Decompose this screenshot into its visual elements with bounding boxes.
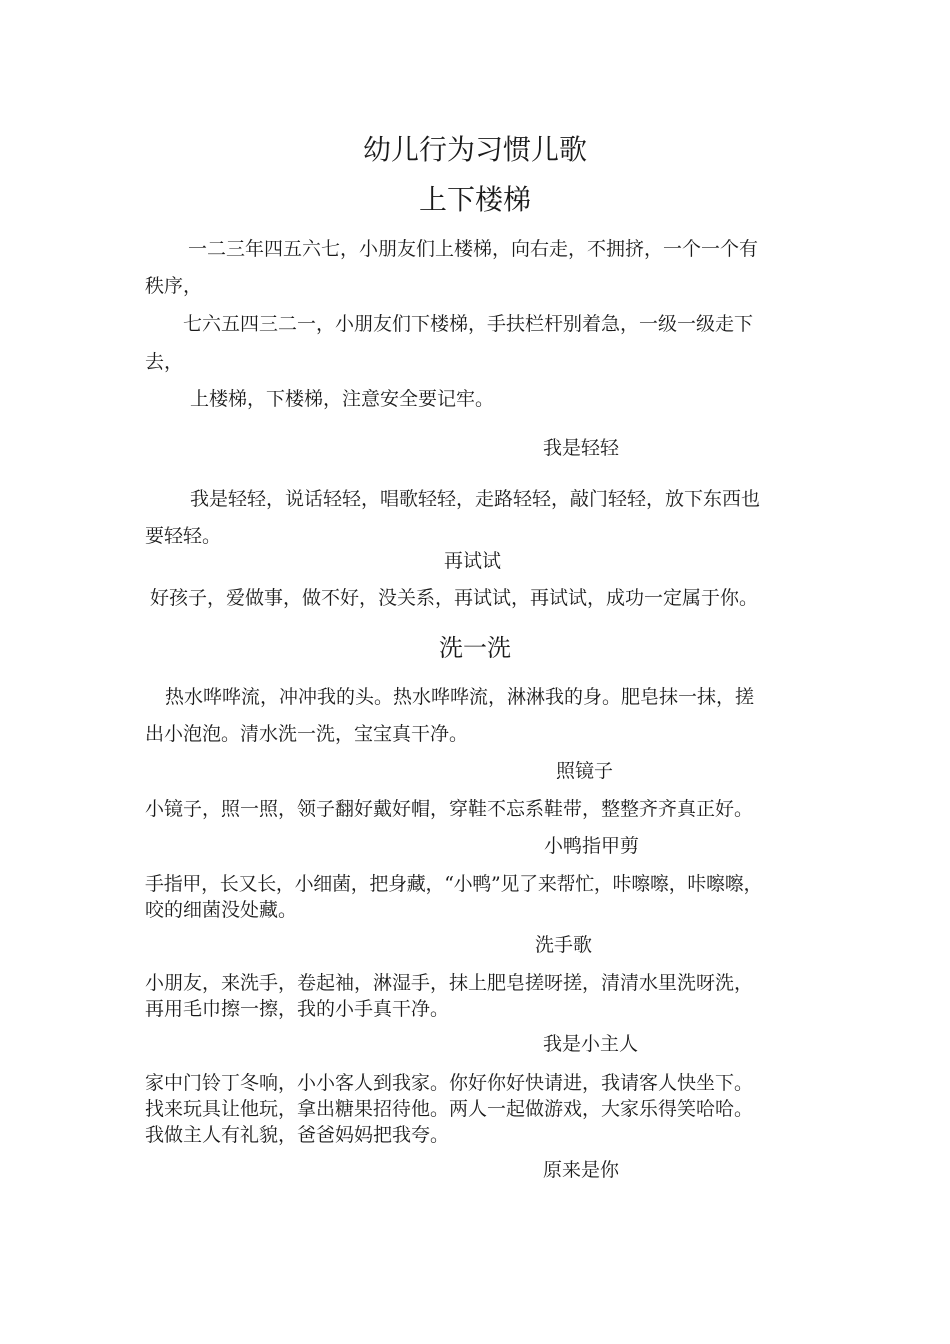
- wash-line-1: 热水哗哗流，冲冲我的头。热水哗哗流，淋淋我的身。肥皂抹一抹，搓: [165, 686, 755, 708]
- mirror-line-1: 小镜子，照一照，领子翻好戴好帽，穿鞋不忘系鞋带，整整齐齐真正好。: [145, 798, 754, 820]
- host-line-2: 找来玩具让他玩，拿出糖果招待他。两人一起做游戏，大家乐得笑哈哈。: [145, 1098, 754, 1120]
- wash-line-2: 出小泡泡。清水洗一洗，宝宝真干净。: [145, 723, 469, 745]
- gentle-line-2: 要轻轻。: [145, 525, 222, 547]
- section-heading-try-again: 再试试: [444, 550, 502, 572]
- document-title: 幼儿行为习惯儿歌: [362, 133, 587, 166]
- stairs-paragraph-1-line-1: 一二三年四五六七，小朋友们上楼梯，向右走，不拥挤，一个一个有: [188, 238, 759, 260]
- section-heading-host: 我是小主人: [543, 1033, 639, 1055]
- section-heading-wash: 洗一洗: [439, 634, 511, 662]
- stairs-paragraph-2-line-1: 七六五四三二一，小朋友们下楼梯，手扶栏杆别着急，一级一级走下: [183, 313, 754, 335]
- section-heading-duck-clipper: 小鸭指甲剪: [544, 835, 640, 857]
- stairs-paragraph-1-line-2: 秩序，: [145, 275, 203, 297]
- section-heading-handwash: 洗手歌: [535, 934, 593, 956]
- section-heading-stairs: 上下楼梯: [418, 183, 531, 216]
- section-heading-mirror: 照镜子: [556, 760, 614, 782]
- section-heading-its-you: 原来是你: [543, 1159, 620, 1181]
- host-line-1: 家中门铃丁冬响，小小客人到我家。你好你好快请进，我请客人快坐下。: [145, 1072, 754, 1094]
- duck-clipper-line-1: 手指甲，长又长，小细菌，把身藏，“小鸭”见了来帮忙，咔嚓嚓，咔嚓嚓，: [145, 873, 763, 895]
- handwash-line-1: 小朋友，来洗手，卷起袖，淋湿手，抹上肥皂搓呀搓，清清水里洗呀洗，: [145, 972, 754, 994]
- duck-clipper-line-2: 咬的细菌没处藏。: [145, 899, 298, 921]
- stairs-paragraph-2-line-2: 去，: [145, 351, 184, 373]
- stairs-paragraph-3: 上楼梯，下楼梯，注意安全要记牢。: [190, 388, 495, 410]
- handwash-line-2: 再用毛巾擦一擦，我的小手真干净。: [145, 998, 450, 1020]
- host-line-3: 我做主人有礼貌，爸爸妈妈把我夸。: [145, 1124, 450, 1146]
- section-heading-gentle: 我是轻轻: [543, 437, 620, 459]
- try-again-line-1: 好孩子，爱做事，做不好，没关系，再试试，再试试，成功一定属于你。: [150, 587, 759, 609]
- gentle-line-1: 我是轻轻，说话轻轻，唱歌轻轻，走路轻轻，敲门轻轻，放下东西也: [190, 488, 761, 510]
